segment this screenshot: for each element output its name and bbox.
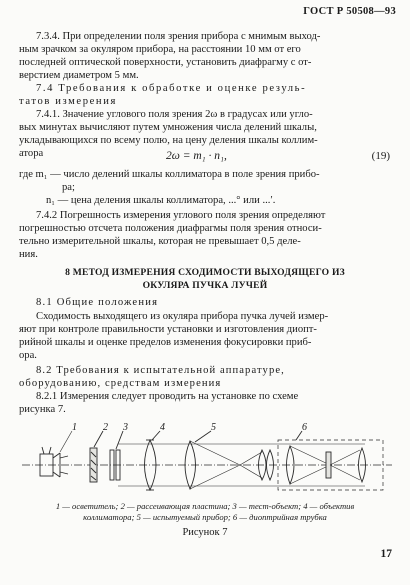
figure-label-2: 2 [103,422,108,433]
page-number: 17 [380,548,392,560]
section-8-heading-2: ОКУЛЯРА ПУЧКА ЛУЧЕЙ [142,280,268,291]
figure-label-6: 6 [302,422,307,433]
figure-title: Рисунок 7 [182,527,228,538]
para-742-line-2: погрешностью отсчета положения диафрагмы поля зрения относи- [19,223,322,234]
standard-header: ГОСТ Р 50508—93 [303,6,396,17]
para-742-line-1: 7.4.2 Погрешность измерения углового поля зрения определяют [36,210,326,221]
para-81-line-3: рийной шкалы и оценке пределов изменения фокусировки приб- [19,337,312,348]
formula-number: (19) [371,150,390,162]
para-742-line-3: тельно измерительной шкалы, которая не превышает 0,5 деле- [19,236,301,247]
where-line-3: n₁ — цена деления шкалы коллиматора, ...° или ...′. [46,195,276,206]
para-741-line-4: атора [19,148,44,159]
where-line-2: ра; [62,182,75,193]
para-734-line-3: последней оптической поверхности, установить диафрагму с от- [19,57,312,68]
diffusing-plate-element [90,448,97,482]
para-742-line-4: ния. [19,249,38,260]
para-821-line-1: 8.2.1 Измерения следует проводить на установке по схеме [36,391,299,402]
para-741-line-3: укладывающихся по всему полю, на цену деления шкалы коллим- [19,135,318,146]
figure-label-5: 5 [211,422,216,433]
figure-label-4: 4 [160,422,165,433]
para-734-line-4: верстием диаметром 5 мм. [19,70,139,81]
para-821-line-2: рисунка 7. [19,404,66,415]
figure-label-1: 1 [72,422,77,433]
section-8-heading-1: 8 МЕТОД ИЗМЕРЕНИЯ СХОДИМОСТИ ВЫХОДЯЩЕГО ИЗ [65,267,345,278]
figure-caption-line-1: 1 — осветитель; 2 — рассеивающая пластина; 3 — тест-объект; 4 — объектив [55,501,355,511]
figure-label-3: 3 [123,422,128,433]
section-82-heading-2: оборудованию, средствам измерения [19,378,222,389]
where-line-1: где m₁ — число делений шкалы коллиматора в поле зрения прибо- [19,169,320,180]
para-81-line-2: яют при контроле правильности установки и изготовления диопт- [19,324,317,335]
para-741-line-2: вых минутах вычисляют путем умножения числа делений шкалы, [19,122,317,133]
section-82-heading-1: 8.2 Требования к испытательной аппаратуре, [36,365,285,376]
para-81-line-1: Сходимость выходящего из окуляра прибора пучка лучей измер- [36,311,329,322]
section-74-heading-2: татов измерения [19,96,117,107]
illuminator-element [40,447,68,477]
para-734-line-2: ным зрачком за окуляром прибора, на расстоянии 10 мм от его [19,44,301,55]
para-741-line-1: 7.4.1. Значение углового поля зрения 2ω в градусах или угло- [36,109,313,120]
para-81-line-4: ора. [19,350,37,361]
formula-19: 2ω = m₁ · n₁, [166,150,227,162]
section-74-heading-1: 7.4 Требования к обработке и оценке резуль- [36,83,307,94]
section-81-heading: 8.1 Общие положения [36,297,159,308]
figure-caption-line-2: коллиматора; 5 — испытуемый прибор; 6 — диоптрийная трубка [83,512,327,522]
para-734-line-1: 7.3.4. При определении поля зрения прибора с мнимым выход- [36,31,321,42]
